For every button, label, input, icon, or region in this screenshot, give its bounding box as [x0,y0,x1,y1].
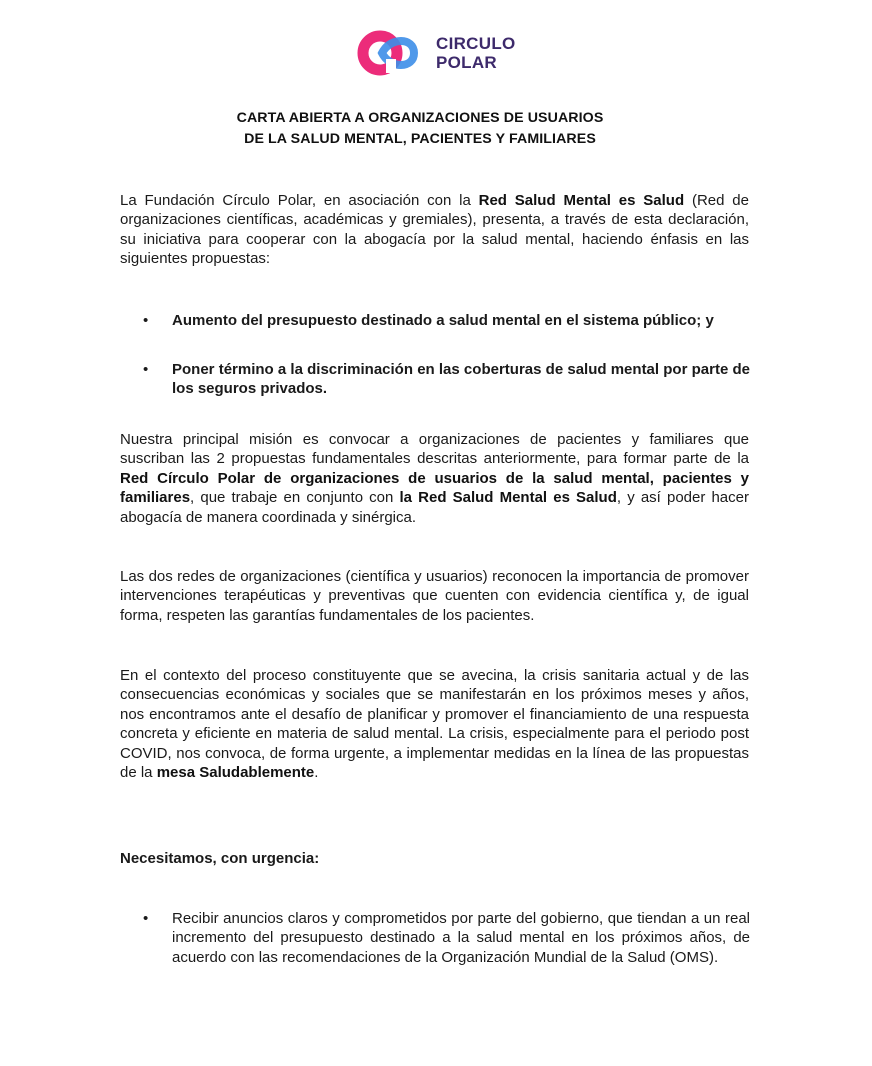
title-line-1: CARTA ABIERTA A ORGANIZACIONES DE USUARIOS [236,110,604,126]
intro-text-c: (Red de organizaciones científicas, académicas y gremiales), presenta, a través de esta declaración, su iniciativa para cooperar con la abogacía por la salud mental, haciendo énfasis en las siguientes propuestas: [120,192,749,268]
context-text-c: . [314,764,319,782]
mission-text-a: Nuestra principal misión es convocar a organizaciones de pacientes y familiares que suscriban las 2 propuestas fundamentales descritas anteriormente, para formar parte de la [120,431,749,468]
letter-title [120,108,720,150]
mission-bold-network: Red Círculo Polar de organizaciones de usuarios de la salud mental, pacientes y familiares [120,469,749,507]
proposal-text: Aumento del presupuesto destinado a salud mental en el sistema público; y [172,312,714,329]
title-line-2: DE LA SALUD MENTAL, PACIENTES Y FAMILIARES [244,131,596,147]
intro-bold-network: Red Salud Mental es Salud [478,192,685,209]
mission-text-e: , y así poder hacer abogacía de manera coordinada y sinérgica. [120,489,749,526]
networks-paragraph: Las dos redes de organizaciones (científica y usuarios) reconocen la importancia de promover intervenciones terapéuticas y preventivas que cuenten con evidencia científica y, de igual forma, respeten las garantías fundamentales de los pacientes. [120,568,749,624]
urgency-heading: Necesitamos, con urgencia: [120,850,320,867]
intro-paragraph [120,191,749,269]
proposal-text: Poner término a la discriminación en las coberturas de salud mental por parte de los seguros privados. [172,361,750,398]
context-text-a: En el contexto del proceso constituyente que se avecina, la crisis sanitaria actual y de las consecuencias económicas y sociales que se manifestarán en los próximos meses y años, nos encontramos ante el desafío de planificar y promover el financiamiento de una respuesta concreta y eficiente en materia de salud mental. La crisis, especialmente para el periodo post COVID, nos convoca, de forma urgente, a implementar medidas en la línea de las propuestas de la [120,667,749,782]
circulo-polar-logo [356,29,526,77]
bullet-icon: • [143,312,149,329]
logo-text-line1: CIRCULO [436,34,516,53]
bullet-icon: • [143,910,149,927]
mission-text-c: , que trabaje en conjunto con [190,489,400,507]
context-paragraph [120,666,749,782]
mission-paragraph [120,430,749,527]
context-bold-mesa: mesa Saludablemente [156,764,315,782]
logo-text-line2: POLAR [436,53,497,72]
infinity-logo-icon [356,29,428,77]
intro-text-a: La Fundación Círculo Polar, en asociación con la [120,192,479,209]
mission-bold-red: la Red Salud Mental es Salud [399,489,617,507]
urgency-text: Recibir anuncios claros y comprometidos por parte del gobierno, que tiendan a un real incremento del presupuesto destinado a la salud mental en los próximos años, de acuerdo con las recomendaciones de la Organización Mundial de la Salud (OMS). [172,910,750,966]
bullet-icon: • [143,361,149,378]
